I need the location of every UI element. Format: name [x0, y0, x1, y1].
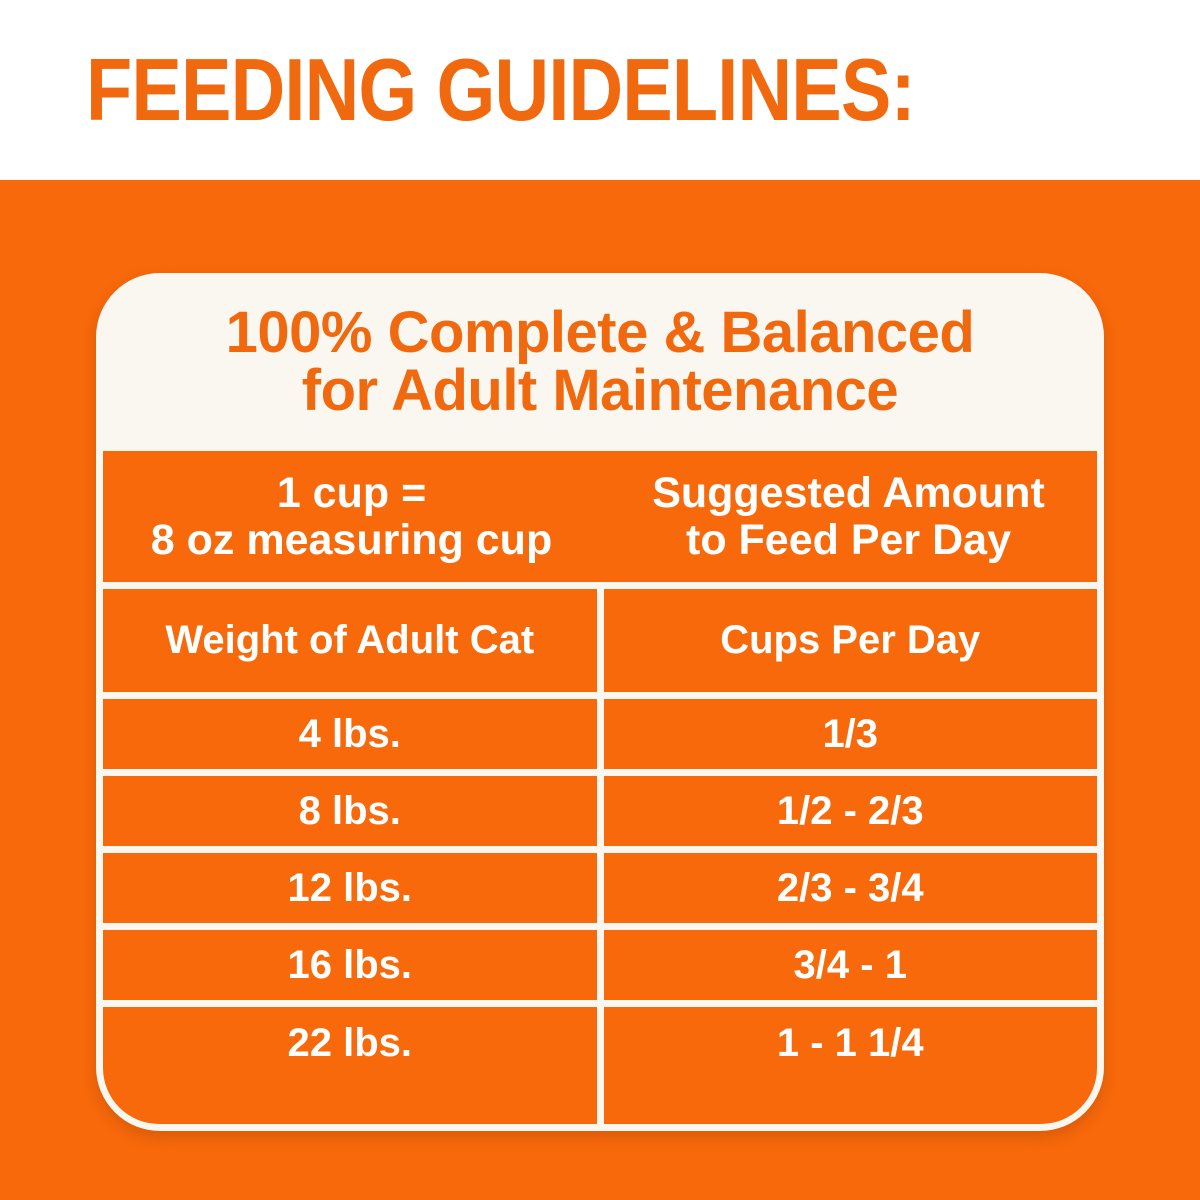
- table-row: [103, 853, 1097, 923]
- column-header-row: [103, 589, 1097, 692]
- header-band: [0, 0, 1200, 180]
- weight-cell: 12 lbs.: [103, 853, 597, 923]
- cup-definition-header: [103, 451, 600, 582]
- cup-definition-line1: 1 cup =: [276, 468, 427, 517]
- cups-cell: 1/2 - 2/3: [604, 776, 1098, 846]
- cups-cell: 1/3: [604, 699, 1098, 769]
- feeding-table: [96, 451, 1104, 1131]
- table-row: [103, 699, 1097, 769]
- suggested-amount-line2: to Feed Per Day: [686, 515, 1011, 564]
- weight-cell: 4 lbs.: [103, 699, 597, 769]
- card-title: [96, 273, 1104, 451]
- suggested-amount-header: [600, 451, 1097, 582]
- cups-cell: 2/3 - 3/4: [604, 853, 1098, 923]
- page-title: FEEDING GUIDELINES:: [86, 40, 915, 139]
- cups-cell: 1 - 1 1/4: [604, 1007, 1098, 1124]
- table-row: [103, 1007, 1097, 1124]
- suggested-amount-line1: Suggested Amount: [652, 468, 1045, 517]
- guidelines-card: [96, 273, 1104, 1131]
- column-header-cups: Cups Per Day: [604, 589, 1098, 692]
- weight-cell: 8 lbs.: [103, 776, 597, 846]
- cups-cell: 3/4 - 1: [604, 930, 1098, 1000]
- column-header-weight: Weight of Adult Cat: [103, 589, 597, 692]
- card-title-line1: 100% Complete & Balanced: [225, 300, 975, 365]
- cup-definition-line2: 8 oz measuring cup: [150, 515, 553, 564]
- weight-cell: 16 lbs.: [103, 930, 597, 1000]
- table-row: [103, 930, 1097, 1000]
- card-title-line2: for Adult Maintenance: [301, 358, 899, 423]
- table-header-row: [103, 451, 1097, 582]
- table-row: [103, 776, 1097, 846]
- weight-cell: 22 lbs.: [103, 1007, 597, 1124]
